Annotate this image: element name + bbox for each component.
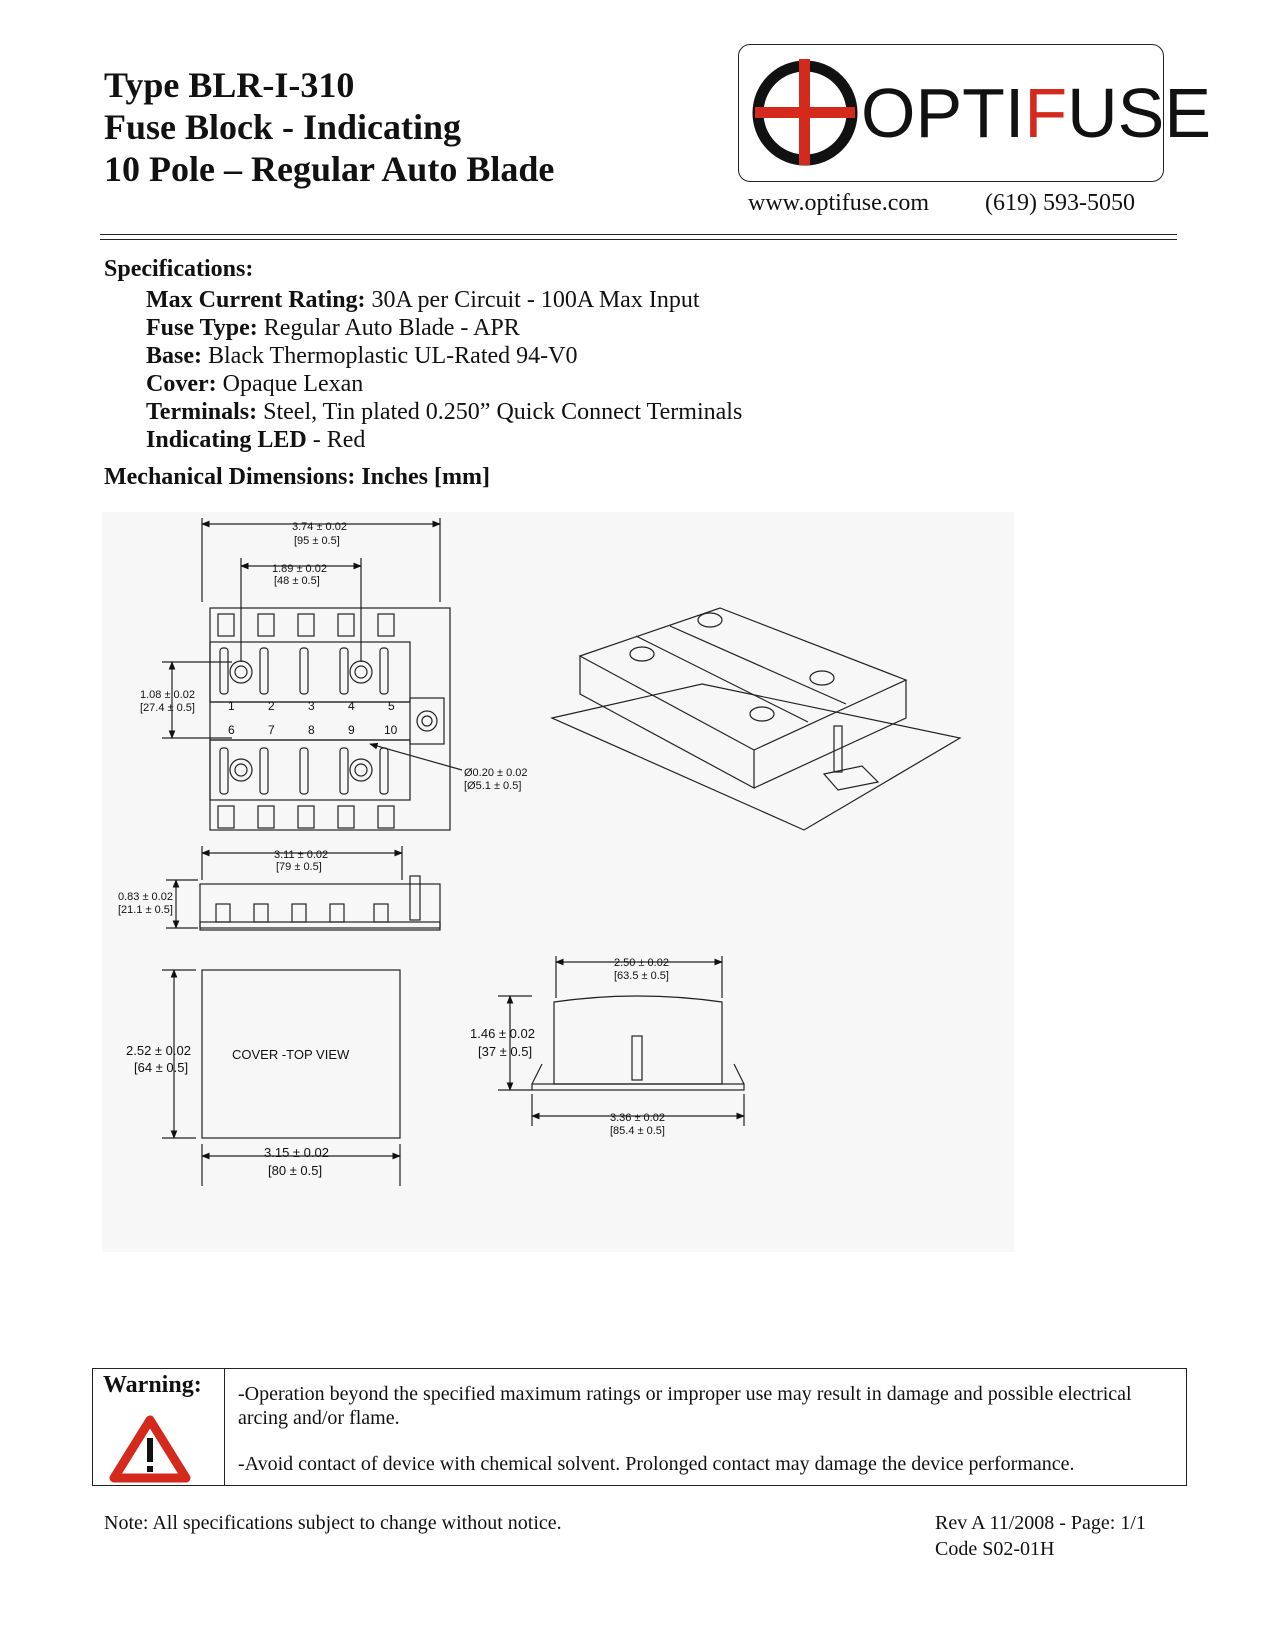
title-line-3: 10 Pole – Regular Auto Blade	[104, 149, 555, 189]
circuit-number: 7	[268, 723, 275, 737]
dim-hole-mm: [Ø5.1 ± 0.5]	[464, 780, 522, 792]
dim-overall-width-mm: [95 ± 0.5]	[294, 535, 340, 547]
specifications-heading: Specifications:	[104, 256, 254, 282]
spec-row: Cover: Opaque Lexan	[146, 371, 364, 397]
side-view-stud	[410, 876, 420, 920]
top-terminal-row	[218, 614, 394, 636]
logo-box	[738, 44, 1212, 182]
dim-pitch-mm: [48 ± 0.5]	[274, 575, 320, 587]
spec-row: Indicating LED - Red	[146, 427, 366, 453]
ground-stud-hole	[417, 711, 437, 731]
logo-wordmark: OPTIFUSE	[861, 74, 1212, 152]
dim-side-width-mm: [79 ± 0.5]	[276, 861, 322, 873]
end-view-base	[532, 1084, 744, 1090]
dim-overall-width: 3.74 ± 0.02	[292, 521, 347, 533]
warning-title: Warning:	[103, 1372, 202, 1398]
warning-text-operation: -Operation beyond the specified maximum ratings or improper use may result in damage and possible electrical arcing and/or flame.	[238, 1383, 1132, 1429]
dim-end-width: 2.50 ± 0.02	[614, 957, 669, 969]
lower-fuse-blades	[220, 748, 388, 794]
logo-bar-vertical	[799, 59, 810, 165]
top-view-outline	[210, 608, 450, 830]
dim-end-width-mm: [63.5 ± 0.5]	[614, 970, 669, 982]
dim-base-width-mm: [85.4 ± 0.5]	[610, 1125, 665, 1137]
ground-stud-tab	[410, 698, 444, 744]
circuit-number: 8	[308, 723, 315, 737]
dim-cover-height-mm: [64 ± 0.5]	[134, 1060, 189, 1075]
website-link[interactable]: www.optifuse.com	[748, 190, 930, 216]
circuit-number: 5	[388, 699, 395, 713]
dim-cover-width: 3.15 ± 0.02	[264, 1145, 329, 1160]
spec-row: Max Current Rating: 30A per Circuit - 100A Max Input	[146, 287, 700, 313]
upper-fuse-blades	[220, 648, 388, 694]
title-line-2: Fuse Block - Indicating	[104, 107, 462, 147]
dim-cover-width-mm: [80 ± 0.5]	[268, 1163, 323, 1178]
dim-height-mm: [21.1 ± 0.5]	[118, 904, 173, 916]
cover-top-view-label: COVER -TOP VIEW	[232, 1047, 350, 1062]
phone-number: (619) 593-5050	[985, 190, 1135, 216]
end-view-stud	[632, 1036, 642, 1080]
warning-text-solvent: -Avoid contact of device with chemical solvent. Prolonged contact may damage the device performance.	[238, 1453, 1075, 1475]
mechanical-drawing	[102, 512, 1014, 1252]
title-line-1: Type BLR-I-310	[104, 65, 355, 105]
dim-cover-height: 2.52 ± 0.02	[126, 1043, 191, 1058]
mechanical-dimensions-heading: Mechanical Dimensions: Inches [mm]	[104, 464, 490, 490]
mounting-holes	[230, 661, 372, 781]
dim-pitch: 1.89 ± 0.02	[272, 563, 327, 575]
dim-base-width: 3.36 ± 0.02	[610, 1112, 665, 1124]
circuit-number: 1	[228, 699, 235, 713]
side-view-terminals	[216, 904, 388, 922]
circuit-number: 6	[228, 723, 235, 737]
dim-side-width: 3.11 ± 0.02	[274, 849, 329, 861]
optifuse-logo	[739, 45, 1212, 180]
spec-row: Terminals: Steel, Tin plated 0.250” Quick Connect Terminals	[146, 399, 743, 425]
header-rule-bottom	[100, 239, 1177, 240]
end-view-cover	[554, 996, 722, 1084]
dim-row-spacing-mm: [27.4 ± 0.5]	[140, 702, 195, 714]
dim-row-spacing: 1.08 ± 0.02	[140, 689, 195, 701]
circuit-number: 10	[384, 723, 398, 737]
footer-note: Note: All specifications subject to change without notice.	[104, 1512, 562, 1534]
isometric-view	[552, 608, 960, 830]
dim-height: 0.83 ± 0.02	[118, 891, 173, 903]
footer-code: Code S02-01H	[935, 1538, 1055, 1560]
drawing-svg	[102, 512, 1014, 1252]
warning-divider	[224, 1368, 225, 1486]
dim-hole: Ø0.20 ± 0.02	[464, 767, 528, 779]
circuit-number: 4	[348, 699, 355, 713]
circuit-number: 3	[308, 699, 315, 713]
circuit-number: 2	[268, 699, 275, 713]
dim-end-height-mm: [37 ± 0.5]	[478, 1044, 533, 1059]
warning-triangle-icon	[108, 1414, 192, 1489]
spec-row: Base: Black Thermoplastic UL-Rated 94-V0	[146, 343, 578, 369]
spec-row: Fuse Type: Regular Auto Blade - APR	[146, 315, 520, 341]
header-rule-top	[100, 234, 1177, 235]
dim-end-height: 1.46 ± 0.02	[470, 1026, 535, 1041]
circuit-number-labels	[228, 699, 398, 737]
bottom-terminal-row	[218, 806, 394, 828]
circuit-number: 9	[348, 723, 355, 737]
footer-revision: Rev A 11/2008 - Page: 1/1	[935, 1512, 1146, 1534]
